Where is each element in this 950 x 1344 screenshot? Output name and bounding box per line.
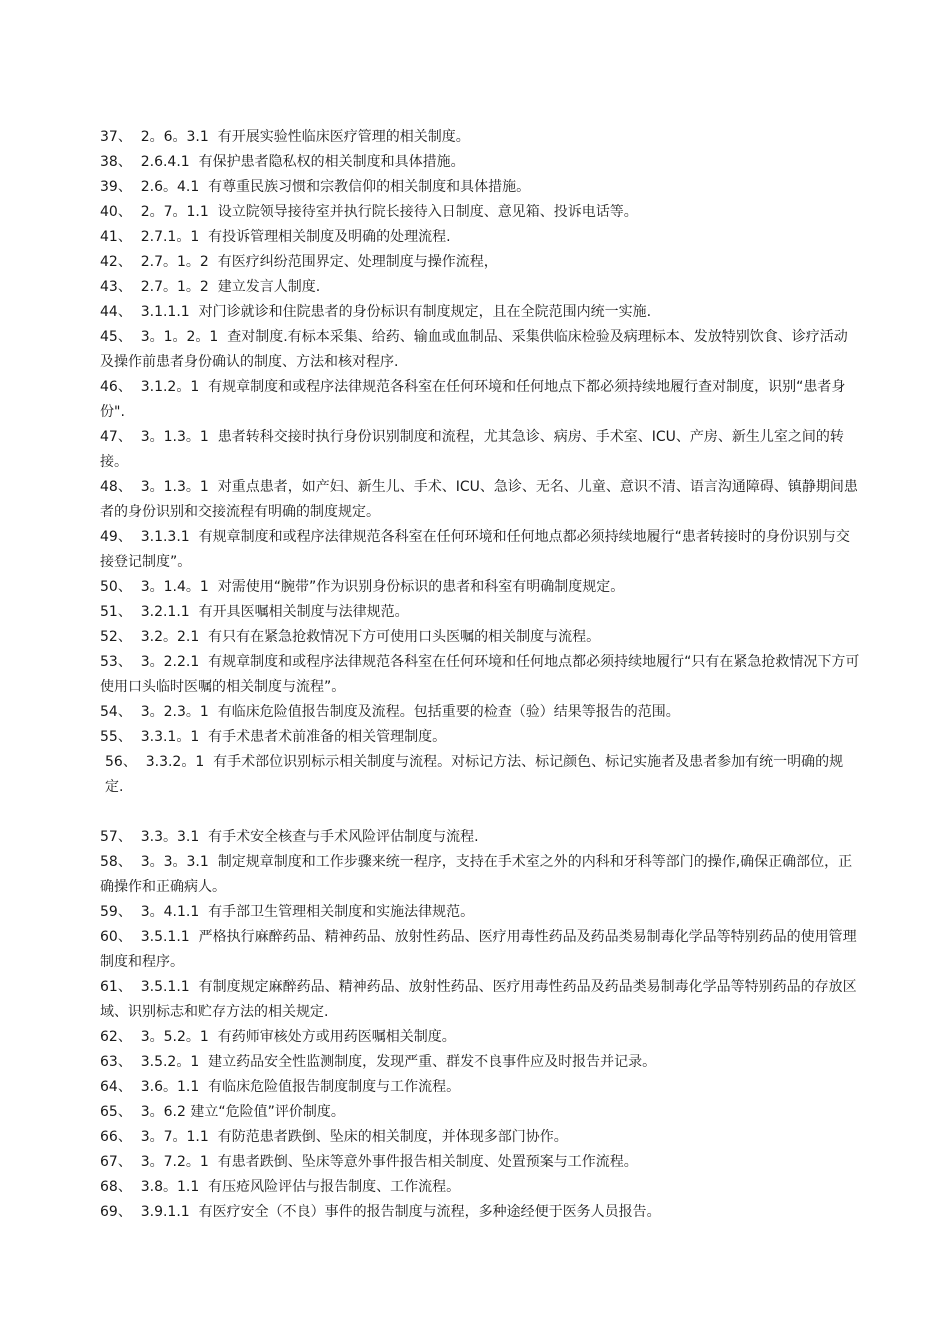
list-item: 43、 2.7。1。2 建立发言人制度. <box>100 279 321 295</box>
list-item: 49、 3.1.3.1 有规章制度和或程序法律规范各科室在任何环境和任何地点都必须持续地履行“患者转接时的身份识别与交接登记制度”。 <box>100 529 850 570</box>
list-item: 38、 2.6.4.1 有保护患者隐私权的相关制度和具体措施。 <box>100 154 465 170</box>
list-item: 45、 3。1。2。1 查对制度.有标本采集、给药、输血或血制品、采集供临床检验及病理标本、发放特别饮食、诊疗活动及操作前患者身份确认的制度、方法和核对程序. <box>100 329 848 370</box>
list-item: 66、 3。7。1.1 有防范患者跌倒、坠床的相关制度，并体现多部门协作。 <box>100 1129 568 1145</box>
list-item: 68、 3.8。1.1 有压疮风险评估与报告制度、工作流程。 <box>100 1179 461 1195</box>
list-item: 53、 3。2.2.1 有规章制度和或程序法律规范各科室在任何环境和任何地点都必须持续地履行“只有在紧急抢救情况下方可使用口头临时医嘱的相关制度与流程”。 <box>100 654 860 695</box>
list-item: 41、 2.7.1。1 有投诉管理相关制度及明确的处理流程. <box>100 229 451 245</box>
list-item: 64、 3.6。1.1 有临床危险值报告制度制度与工作流程。 <box>100 1079 461 1095</box>
list-item: 44、 3.1.1.1 对门诊就诊和住院患者的身份标识有制度规定，且在全院范围内统一实施. <box>100 304 652 320</box>
list-item: 62、 3。5.2。1 有药师审核处方或用药医嘱相关制度。 <box>100 1029 456 1045</box>
list-item: 63、 3.5.2。1 建立药品安全性监测制度，发现严重、群发不良事件应及时报告并记录。 <box>100 1054 657 1070</box>
list-item: 69、 3.9.1.1 有医疗安全（不良）事件的报告制度与流程，多种途经便于医务人员报告。 <box>100 1204 661 1220</box>
list-item: 54、 3。2.3。1 有临床危险值报告制度及流程。包括重要的检查（验）结果等报告的范围。 <box>100 704 680 720</box>
list-item: 40、 2。7。1.1 设立院领导接待室并执行院长接待入日制度、意见箱、投诉电话等。 <box>100 204 638 220</box>
list-item: 58、 3。3。3.1 制定规章制度和工作步骤来统一程序，支持在手术室之外的内科和牙科等部门的操作,确保正确部位，正确操作和正确病人。 <box>100 854 853 895</box>
list-item: 59、 3。4.1.1 有手部卫生管理相关制度和实施法律规范。 <box>100 904 475 920</box>
item-list <box>100 125 860 1225</box>
list-item: 39、 2.6。4.1 有尊重民族习惯和宗教信仰的相关制度和具体措施。 <box>100 179 531 195</box>
list-item: 48、 3。1.3。1 对重点患者，如产妇、新生儿、手术、ICU、急诊、无名、儿童、意识不清、语言沟通障碍、镇静期间患者的身份识别和交接流程有明确的制度规定。 <box>100 479 858 520</box>
list-item: 57、 3.3。3.1 有手术安全核查与手术风险评估制度与流程. <box>100 829 479 845</box>
list-item: 42、 2.7。1。2 有医疗纠纷范围界定、处理制度与操作流程， <box>100 254 498 270</box>
list-item: 50、 3。1.4。1 对需使用“腕带”作为识别身份标识的患者和科室有明确制度规定。 <box>100 579 625 595</box>
list-item: 67、 3。7.2。1 有患者跌倒、坠床等意外事件报告相关制度、处置预案与工作流程。 <box>100 1154 638 1170</box>
list-item: 55、 3.3.1。1 有手术患者术前准备的相关管理制度。 <box>100 729 447 745</box>
list-item: 56、 3.3.2。1 有手术部位识别标示相关制度与流程。对标记方法、标记颜色、标记实施者及患者参加有统一明确的规定. <box>105 754 844 795</box>
list-item: 52、 3.2。2.1 有只有在紧急抢救情况下方可使用口头医嘱的相关制度与流程。 <box>100 629 601 645</box>
list-item: 37、 2。6。3.1 有开展实验性临床医疗管理的相关制度。 <box>100 129 470 145</box>
list-item: 60、 3.5.1.1 严格执行麻醉药品、精神药品、放射性药品、医疗用毒性药品及药品类易制毒化学品等特别药品的使用管理制度和程序。 <box>100 929 857 970</box>
list-item: 61、 3.5.1.1 有制度规定麻醉药品、精神药品、放射性药品、医疗用毒性药品及药品类易制毒化学品等特别药品的存放区域、识别标志和贮存方法的相关规定. <box>100 979 857 1020</box>
list-item: 47、 3。1.3。1 患者转科交接时执行身份识别制度和流程，尤其急诊、病房、手术室、ICU、产房、新生儿室之间的转接。 <box>100 429 844 470</box>
list-item: 46、 3.1.2。1 有规章制度和或程序法律规范各科室在任何环境和任何地点下都必须持续地履行查对制度，识别“患者身份". <box>100 379 846 420</box>
list-item: 65、 3。6.2 建立“危险值”评价制度。 <box>100 1104 345 1120</box>
list-item: 51、 3.2.1.1 有开具医嘱相关制度与法律规范。 <box>100 604 409 620</box>
